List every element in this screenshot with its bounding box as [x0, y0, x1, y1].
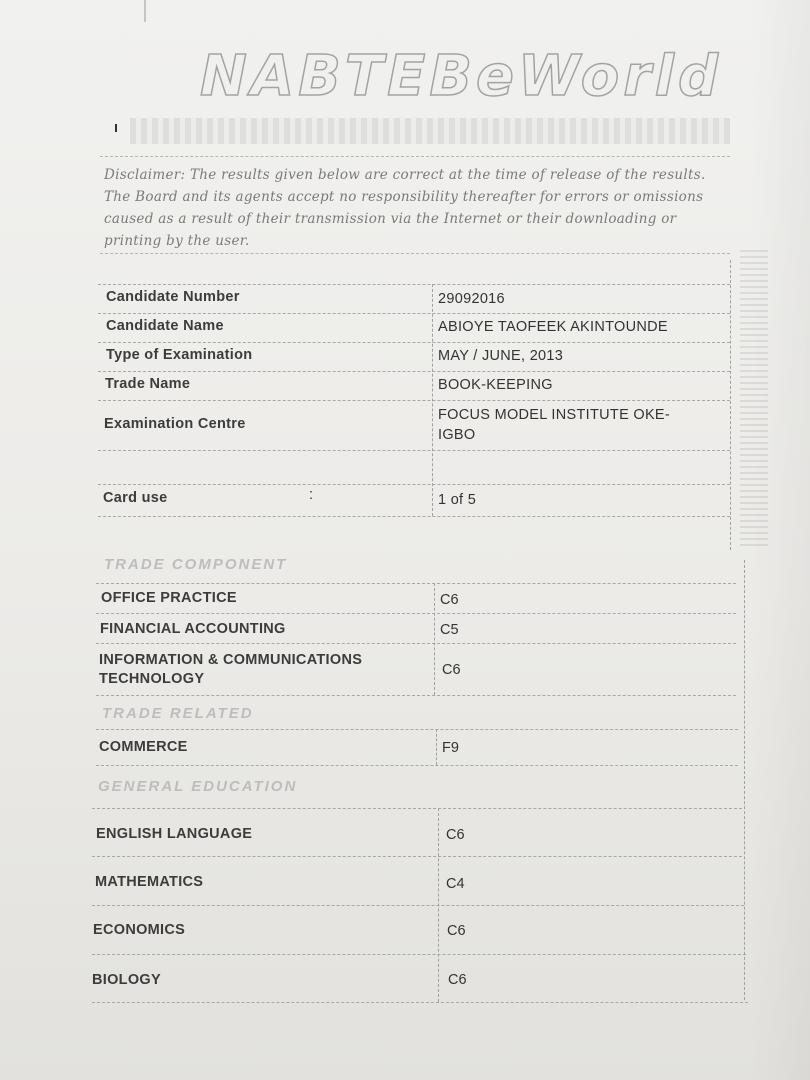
card-use-label: Card use	[103, 490, 168, 506]
subject-name: ENGLISH LANGUAGE	[96, 826, 253, 842]
exam-centre-value-line1: FOCUS MODEL INSTITUTE OKE-	[438, 407, 671, 423]
row-divider	[98, 516, 730, 517]
table-edge	[730, 260, 731, 550]
exam-centre-label: Examination Centre	[104, 416, 246, 432]
exam-centre-value-line2: IGBO	[438, 427, 476, 443]
subject-name-line1: INFORMATION & COMMUNICATIONS	[99, 652, 363, 668]
trade-name-label: Trade Name	[105, 376, 191, 392]
section-trade-related: TRADE RELATED	[102, 705, 254, 722]
disclaimer-text: Disclaimer: The results given below are correct at the time of release of the results. The Board and its agents accept no responsibility thereafter for errors or omissions caused as a result of their transmission via the Internet or their downloading or printing by the user.	[104, 167, 706, 249]
row-divider	[92, 954, 746, 955]
column-divider	[436, 729, 437, 765]
subject-grade: C6	[440, 592, 459, 608]
row-divider	[98, 400, 730, 401]
table-edge	[744, 560, 745, 1000]
row-divider	[92, 905, 744, 906]
candidate-name-value: ABIOYE TAOFEEK AKINTOUNDE	[438, 319, 668, 335]
subject-name: FINANCIAL ACCOUNTING	[100, 621, 286, 637]
paper-mark	[144, 0, 146, 22]
card-use-value: 1 of 5	[438, 492, 477, 508]
row-divider	[96, 695, 736, 696]
row-divider	[92, 856, 742, 857]
row-divider	[98, 371, 730, 372]
subject-name: COMMERCE	[99, 739, 188, 755]
print-noise	[740, 250, 768, 550]
subject-name: MATHEMATICS	[95, 874, 204, 890]
candidate-number-label: Candidate Number	[106, 289, 240, 305]
candidate-number-value: 29092016	[438, 291, 505, 307]
section-general-education: GENERAL EDUCATION	[98, 778, 298, 795]
column-divider	[434, 583, 435, 695]
row-divider	[98, 284, 730, 285]
subject-name: ECONOMICS	[93, 922, 186, 938]
subject-grade: C6	[446, 827, 465, 843]
row-divider	[96, 729, 738, 730]
row-divider	[96, 583, 736, 584]
row-divider	[92, 1002, 748, 1003]
row-divider	[98, 342, 730, 343]
nabteb-logo: NABTEBeWorld	[200, 44, 723, 109]
row-divider	[98, 313, 730, 314]
exam-type-label: Type of Examination	[106, 347, 253, 363]
subject-name-line2: TECHNOLOGY	[99, 671, 205, 687]
column-divider	[432, 284, 433, 516]
row-divider	[96, 643, 736, 644]
subject-grade: C6	[448, 972, 467, 988]
row-divider	[98, 450, 730, 451]
subject-name: BIOLOGY	[92, 972, 161, 988]
subject-grade: C5	[440, 622, 459, 638]
row-divider	[92, 808, 742, 809]
subject-name: OFFICE PRACTICE	[101, 590, 237, 606]
subject-grade: C4	[446, 876, 465, 892]
faded-header-band	[130, 118, 730, 144]
card-use-colon: :	[309, 487, 314, 503]
print-tick-mark	[115, 124, 117, 132]
row-divider	[98, 484, 730, 485]
section-trade-component: TRADE COMPONENT	[104, 556, 288, 573]
candidate-name-label: Candidate Name	[106, 318, 224, 334]
subject-grade: C6	[442, 662, 461, 678]
subject-grade: F9	[442, 740, 459, 756]
row-divider	[96, 765, 738, 766]
exam-type-value: MAY / JUNE, 2013	[438, 348, 564, 364]
row-divider	[96, 613, 736, 614]
trade-name-value: BOOK-KEEPING	[438, 377, 553, 393]
subject-grade: C6	[447, 923, 466, 939]
column-divider	[438, 808, 439, 1002]
